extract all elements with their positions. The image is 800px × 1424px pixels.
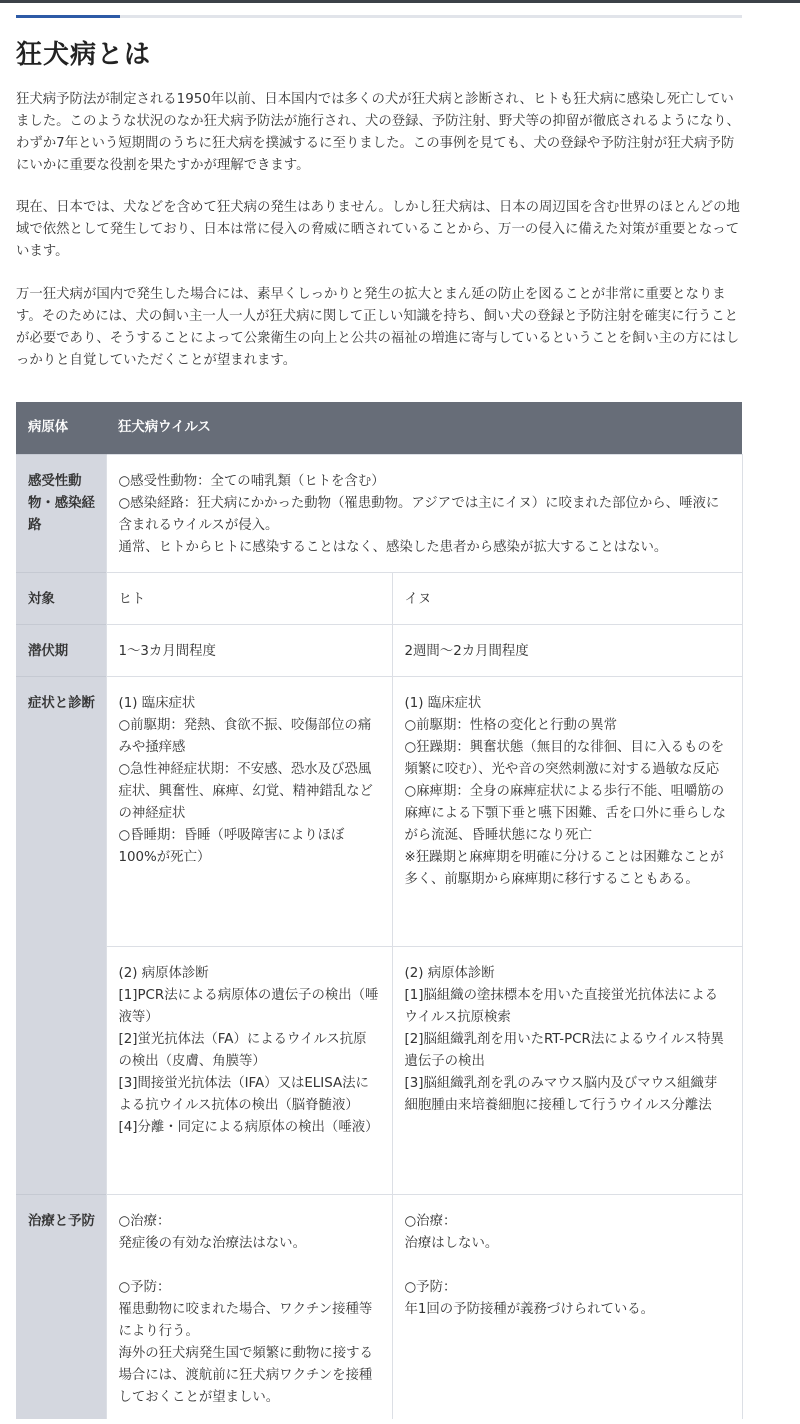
diagnosis-human: (2) 病原体診断 [1]PCR法による病原体の遺伝子の検出（唾液等） [2]蛍光抗体法（FA）によるウイルス抗原の検出（皮膚、角膜等） [3]間接蛍光抗体法（IFA）又はELISA法による抗ウイルス抗体の検出（脳脊髄液） [4]分離・同定による病原体の検出（唾液） xyxy=(106,947,392,1195)
treatment-label: 治療と予防 xyxy=(16,1195,106,1420)
table-row-diagnosis xyxy=(16,947,742,1195)
intro-paragraph-1: 狂犬病予防法が制定される1950年以前、日本国内では多くの犬が狂犬病と診断され、ヒトも狂犬病に感染し死亡していました。このような状況のなか狂犬病予防法が施行され、犬の登録、予防注射、野犬等の抑留が徹底されるようになり、わずか7年という短期間のうちに狂犬病を撲滅するに至りました。この事例を見ても、犬の登録や予防注射が狂犬病予防にいかに重要な役割を果たすかが理解できます。 xyxy=(16,92,740,173)
table-row-symptoms xyxy=(16,677,742,947)
treatment-dog: ○治療： 治療はしない。 ○予防： 年1回の予防接種が義務づけられている。 xyxy=(392,1195,742,1420)
infection-value: ○感受性動物：全ての哺乳類（ヒトを含む） ○感染経路：狂犬病にかかった動物（罹患動物。アジアでは主にイヌ）に咬まれた部位から、唾液に含まれるウイルスが侵入。 通常、ヒトからヒトに感染することはなく、感染した患者から感染が拡大することはない。 xyxy=(106,455,742,573)
intro-paragraph-3: 万一狂犬病が国内で発生した場合には、素早くしっかりと発生の拡大とまん延の防止を図ることが非常に重要となります。そのためには、犬の飼い主一人一人が狂犬病に関して正しい知識を持ち、飼い犬の登録と予防注射を確実に行うことが必要であり、そうすることによって公衆衛生の向上と公共の福祉の増進に寄与しているということを飼い主の方にはしっかりと自覚していただくことが望まれます。 xyxy=(16,287,740,368)
pathogen-label: 病原体 xyxy=(16,402,106,455)
pathogen-value: 狂犬病ウイルス xyxy=(106,402,742,455)
clinical-dog: (1) 臨床症状 ○前駆期：性格の変化と行動の異常 ○狂躁期：興奮状態（無目的な徘徊、目に入るものを頻繁に咬む）、光や音の突然刺激に対する過敏な反応 ○麻痺期：全身の麻痺症状による歩行不能、咀嚼筋の麻痺による下顎下垂と嚥下困難、舌を口外に垂らしながら流涎、昏睡状態になり死亡 ※狂躁期と麻痺期を明確に分けることは困難なことが多く、前駆期から麻痺期に移行することもある。 xyxy=(392,677,742,947)
table-row-infection xyxy=(16,455,742,573)
rabies-info-table xyxy=(16,402,743,1419)
diagnosis-dog: (2) 病原体診断 [1]脳組織の塗抹標本を用いた直接蛍光抗体法によるウイルス抗原検索 [2]脳組織乳剤を用いたRT-PCR法によるウイルス特異遺伝子の検出 [3]脳組織乳剤を乳のみマウス脳内及びマウス組織芽細胞腫由来培養細胞に接種して行うウイルス分離法 xyxy=(392,947,742,1195)
table-header-row xyxy=(16,402,742,455)
target-label: 対象 xyxy=(16,573,106,625)
symptoms-label: 症状と診断 xyxy=(16,677,106,1195)
table-row-target xyxy=(16,573,742,625)
incubation-dog: 2週間〜2カ月間程度 xyxy=(392,625,742,677)
target-dog: イヌ xyxy=(392,573,742,625)
page-title: 狂犬病とは xyxy=(16,40,152,70)
treatment-human: ○治療： 発症後の有効な治療法はない。 ○予防： 罹患動物に咬まれた場合、ワクチン接種等により行う。 海外の狂犬病発生国で頻繁に動物に接する場合には、渡航前に狂犬病ワクチンを接種しておくことが望ましい。 xyxy=(106,1195,392,1420)
intro-paragraph-2: 現在、日本では、犬などを含めて狂犬病の発生はありません。しかし狂犬病は、日本の周辺国を含む世界のほとんどの地域で依然として発生しており、日本は常に侵入の脅威に晒されていることから、万一の侵入に備えた対策が重要となっています。 xyxy=(16,200,740,259)
clinical-human: (1) 臨床症状 ○前駆期：発熱、食欲不振、咬傷部位の痛みや掻痒感 ○急性神経症状期：不安感、恐水及び恐風症状、興奮性、麻痺、幻覚、精神錯乱などの神経症状 ○昏睡期：昏睡（呼吸障害によりほぼ100%が死亡） xyxy=(106,677,392,947)
table-row-incubation xyxy=(16,625,742,677)
incubation-label: 潜伏期 xyxy=(16,625,106,677)
target-human: ヒト xyxy=(106,573,392,625)
top-border xyxy=(0,0,800,3)
heading-rule xyxy=(16,15,742,18)
incubation-human: 1〜3カ月間程度 xyxy=(106,625,392,677)
infection-label: 感受性動物・感染経路 xyxy=(16,455,106,573)
table-row-treatment xyxy=(16,1195,742,1420)
heading-rule-accent xyxy=(16,15,120,18)
